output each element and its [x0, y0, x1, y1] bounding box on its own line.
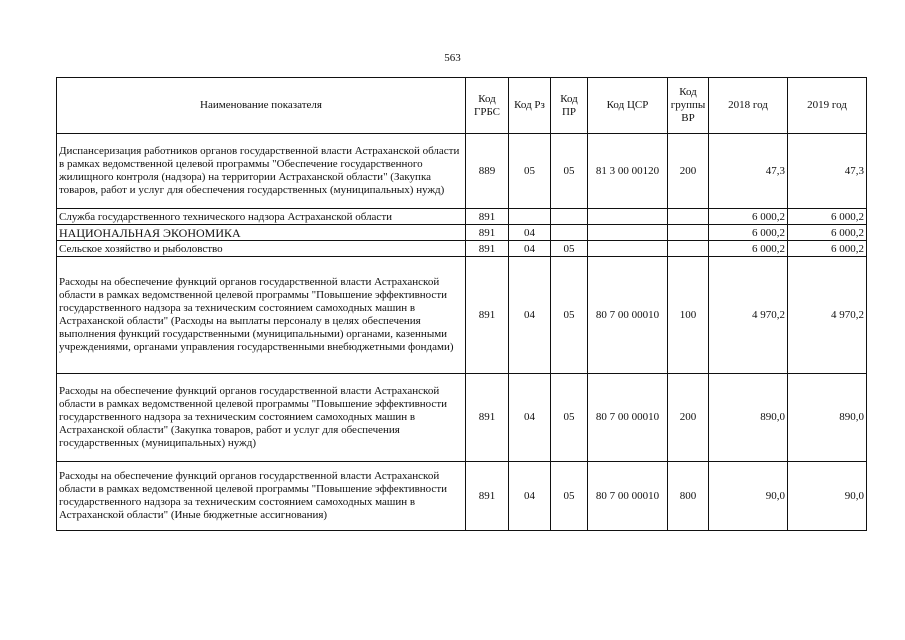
row-vr [668, 225, 709, 241]
table-row [57, 209, 867, 225]
row-name: Диспансеризация работников органов государственной власти Астраханской области в рамках ведомственной целевой программы "Обеспечение государственного жилищного контроля (надзора) на территории Астраханской области" (Закупка товаров, работ и услуг для обеспечения государственных (муниципальных) нужд) [57, 134, 466, 209]
table-row [57, 225, 867, 241]
row-name: Служба государственного технического надзора Астраханской области [57, 209, 466, 225]
row-grbs: 891 [466, 462, 509, 531]
row-pr: 05 [551, 462, 588, 531]
header-2018: 2018 год [709, 78, 788, 134]
table-row [57, 462, 867, 531]
row-csr [588, 209, 668, 225]
table-row [57, 241, 867, 257]
row-name: Расходы на обеспечение функций органов государственной власти Астраханской области в рамках ведомственной целевой программы "Повышение эффективности государственного надзора за техническим состоянием самоходных машин в Астраханской области" (Расходы на выплаты персоналу в целях обеспечения выполнения функций государственными (муниципальными) органами, казенными учреждениями, органами управления государственными внебюджетными фондами) [57, 257, 466, 374]
row-vr: 100 [668, 257, 709, 374]
row-2019: 890,0 [788, 374, 867, 462]
row-vr [668, 241, 709, 257]
row-pr: 05 [551, 241, 588, 257]
row-rz: 04 [509, 257, 551, 374]
row-grbs: 891 [466, 209, 509, 225]
budget-table [56, 77, 867, 531]
row-csr [588, 225, 668, 241]
row-2019: 6 000,2 [788, 209, 867, 225]
row-vr: 200 [668, 374, 709, 462]
row-pr: 05 [551, 134, 588, 209]
row-name: НАЦИОНАЛЬНАЯ ЭКОНОМИКА [57, 225, 466, 241]
header-vr: Код группы ВР [668, 78, 709, 134]
page-number: 563 [444, 52, 461, 64]
row-2018: 6 000,2 [709, 225, 788, 241]
table-header-row [57, 78, 867, 134]
row-csr: 80 7 00 00010 [588, 462, 668, 531]
row-2018: 47,3 [709, 134, 788, 209]
header-2019: 2019 год [788, 78, 867, 134]
row-rz [509, 209, 551, 225]
row-csr [588, 241, 668, 257]
row-rz: 04 [509, 462, 551, 531]
row-grbs: 891 [466, 225, 509, 241]
row-2019: 6 000,2 [788, 225, 867, 241]
row-csr: 81 3 00 00120 [588, 134, 668, 209]
row-rz: 04 [509, 374, 551, 462]
row-2018: 6 000,2 [709, 241, 788, 257]
row-csr: 80 7 00 00010 [588, 257, 668, 374]
row-2019: 90,0 [788, 462, 867, 531]
row-2018: 4 970,2 [709, 257, 788, 374]
row-pr: 05 [551, 374, 588, 462]
header-name: Наименование показателя [57, 78, 466, 134]
row-2018: 90,0 [709, 462, 788, 531]
row-2019: 4 970,2 [788, 257, 867, 374]
row-vr: 200 [668, 134, 709, 209]
table-row [57, 374, 867, 462]
row-pr: 05 [551, 257, 588, 374]
row-pr [551, 209, 588, 225]
row-rz: 04 [509, 225, 551, 241]
row-name: Расходы на обеспечение функций органов государственной власти Астраханской области в рамках ведомственной целевой программы "Повышение эффективности государственного надзора за техническим состоянием самоходных машин в Астраханской области" (Иные бюджетные ассигнования) [57, 462, 466, 531]
header-csr: Код ЦСР [588, 78, 668, 134]
row-grbs: 891 [466, 257, 509, 374]
table-row [57, 134, 867, 209]
row-2018: 6 000,2 [709, 209, 788, 225]
row-rz: 05 [509, 134, 551, 209]
row-vr [668, 209, 709, 225]
header-rz: Код Рз [509, 78, 551, 134]
row-grbs: 889 [466, 134, 509, 209]
row-rz: 04 [509, 241, 551, 257]
row-vr: 800 [668, 462, 709, 531]
header-pr: Код ПР [551, 78, 588, 134]
row-grbs: 891 [466, 374, 509, 462]
table-row [57, 257, 867, 374]
row-grbs: 891 [466, 241, 509, 257]
row-2018: 890,0 [709, 374, 788, 462]
row-name: Сельское хозяйство и рыболовство [57, 241, 466, 257]
row-2019: 6 000,2 [788, 241, 867, 257]
row-2019: 47,3 [788, 134, 867, 209]
header-grbs: Код ГРБС [466, 78, 509, 134]
row-csr: 80 7 00 00010 [588, 374, 668, 462]
row-name: Расходы на обеспечение функций органов государственной власти Астраханской области в рамках ведомственной целевой программы "Повышение эффективности государственного надзора за техническим состоянием самоходных машин в Астраханской области" (Закупка товаров, работ и услуг для обеспечения государственных (муниципальных) нужд) [57, 374, 466, 462]
row-pr [551, 225, 588, 241]
